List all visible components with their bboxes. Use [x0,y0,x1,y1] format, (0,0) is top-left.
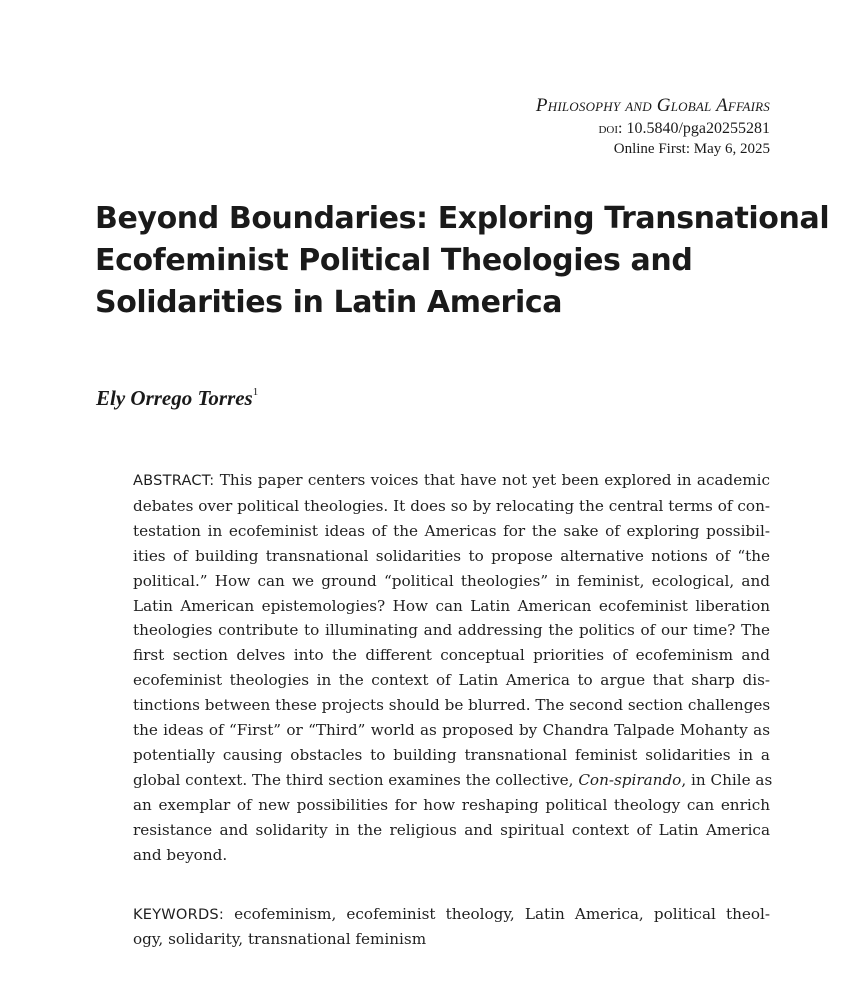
abstract-line: resistance and solidarity in the religious and spiritual context of Latin America [133,820,770,839]
abstract-line: an exemplar of new possibilities for how reshaping political theology can enrich [133,795,770,814]
abstract-line: and beyond. [133,845,228,864]
author-name: Ely Orrego Torres [96,386,253,410]
abstract-line: tinctions between these projects should be blurred. The second section challenges [133,696,771,715]
keywords-line: ogy, solidarity, transnational feminism [133,930,427,948]
abstract-line: first section delves into the different conceptual priorities of ecofeminism and [133,646,770,665]
online-first-date: Online First: May 6, 2025 [613,141,770,157]
abstract-line: ABSTRACT: This paper centers voices that have not yet been explored in academic [133,471,770,489]
keywords [133,902,770,952]
keywords-line: KEYWORDS: ecofeminism, ecofeminist theology, Latin America, political theol- [133,905,770,923]
abstract-line: testation in ecofeminist ideas of the Americas for the sake of exploring possibil- [133,521,770,540]
abstract-line: potentially causing obstacles to building transnational feminist solidarities in a [133,745,770,764]
abstract-line: ities of building transnational solidarities to propose alternative notions of “the [133,546,770,565]
abstract [133,468,773,868]
abstract-line: political.” How can we ground “political theologies” in feminist, ecological, and [133,571,770,590]
author-footnote-marker[interactable]: 1 [252,386,259,398]
abstract-line: theologies contribute to illuminating and addressing the politics of our time? The [133,621,770,640]
doi-line [536,118,770,139]
abstract-line: ecofeminist theologies in the context of Latin America to argue that sharp dis- [133,671,770,690]
abstract-line: global context. The third section examines the collective, Con-spirando, in Chile as [133,770,773,789]
title-line: Solidarities in Latin America [95,285,563,320]
collective-name: Con-spirando [578,770,682,789]
title-line: Ecofeminist Political Theologies and [95,243,693,278]
author [96,386,258,411]
paper-title [95,198,830,324]
abstract-line: Latin American epistemologies? How can Latin American ecofeminist liberation [133,596,770,615]
abstract-line: debates over political theologies. It does so by relocating the central terms of con- [133,496,770,515]
journal-name: Philosophy and Global Affairs [535,95,770,116]
journal-header [536,94,770,159]
title-line: Beyond Boundaries: Exploring Transnational [95,201,830,236]
abstract-label: ABSTRACT: [133,472,215,489]
doi-label: doi: [598,120,623,137]
abstract-line: the ideas of “First” or “Third” world as proposed by Chandra Talpade Mohanty as [133,721,770,740]
doi-value[interactable]: 10.5840/pga20255281 [626,120,770,137]
keywords-label: KEYWORDS: [133,906,224,923]
